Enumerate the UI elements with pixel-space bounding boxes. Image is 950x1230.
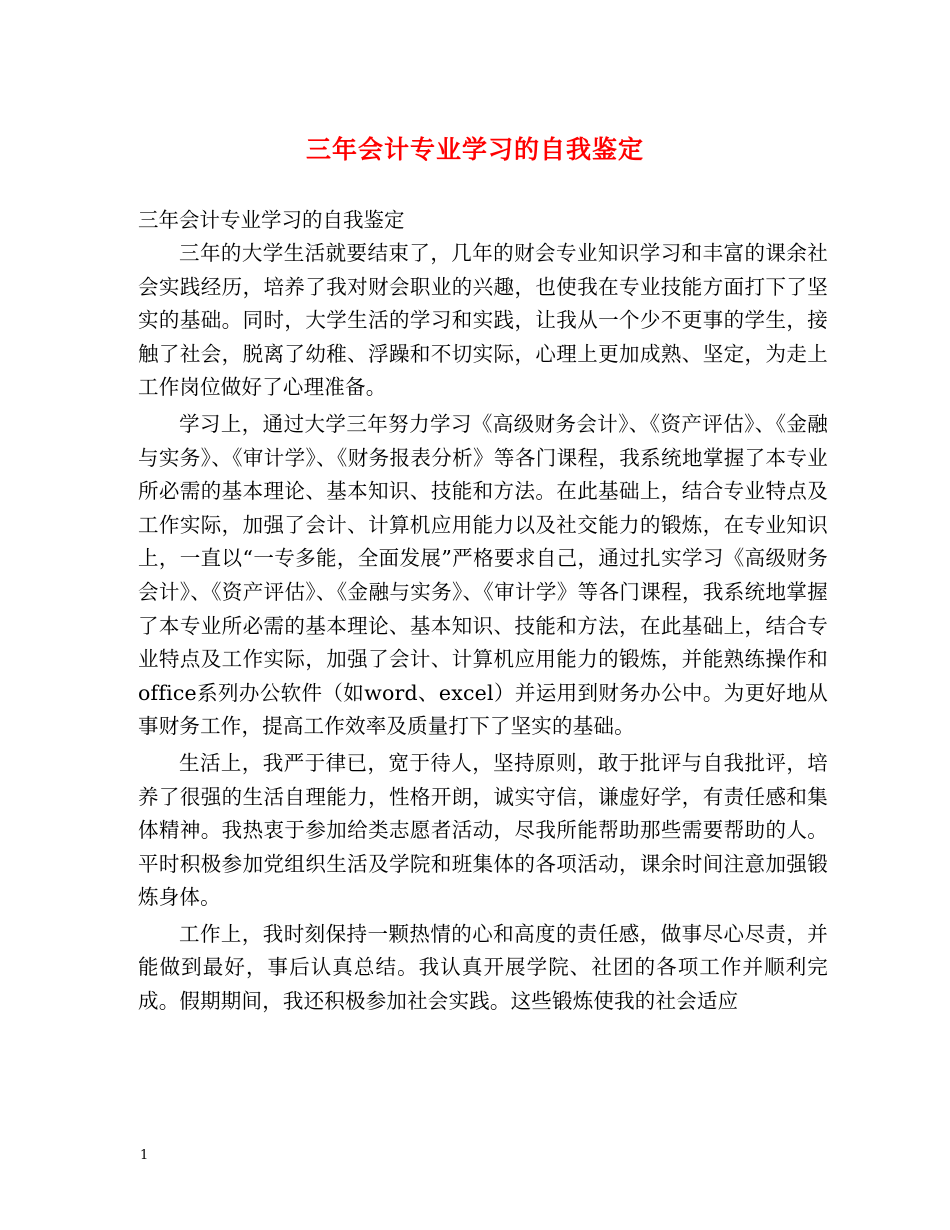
paragraph-life: 生活上，我严于律已，宽于待人，坚持原则，敢于批评与自我批评，培养了很强的生活自理能力，性格开朗，诚实守信，谦虚好学，有责任感和集体精神。我热衷于参加给类志愿者活动，尽我所能帮助那些需要帮助的人。平时积极参加党组织生活及学院和班集体的各项活动，课余时间注意加强锻炼身体。 xyxy=(138,750,828,910)
document-subtitle: 三年会计专业学习的自我鉴定 xyxy=(138,208,405,232)
document-title: 三年会计专业学习的自我鉴定 xyxy=(305,135,644,164)
paragraph-work: 工作上，我时刻保持一颗热情的心和高度的责任感，做事尽心尽责，并能做到最好，事后认真总结。我认真开展学院、社团的各项工作并顺利完成。假期期间，我还积极参加社会实践。这些锻炼使我的社会适应 xyxy=(138,921,828,1014)
document-body xyxy=(138,204,828,1022)
paragraph-study: 学习上，通过大学三年努力学习《高级财务会计》、《资产评估》、《金融与实务》、《审计学》、《财务报表分析》等各门课程，我系统地掌握了本专业所必需的基本理论、基本知识、技能和方法。在此基础上，结合专业特点及工作实际，加强了会计、计算机应用能力以及社交能力的锻炼，在专业知识上，一直以“一专多能，全面发展”严格要求自己，通过扎实学习《高级财务会计》、《资产评估》、《金融与实务》、《审计学》等各门课程，我系统地掌握了本专业所必需的基本理论、基本知识、技能和方法，在此基础上，结合专业特点及工作实际，加强了会计、计算机应用能力的锻炼，并能熟练操作和office系列办公软件（如word、excel）并运用到财务办公中。为更好地从事财务工作，提高工作效率及质量打下了坚实的基础。 xyxy=(138,411,828,739)
page-number: 1 xyxy=(140,1148,149,1163)
paragraph-intro: 三年的大学生活就要结束了，几年的财会专业知识学习和丰富的课余社会实践经历，培养了我对财会职业的兴趣，也使我在专业技能方面打下了坚实的基础。同时，大学生活的学习和实践，让我从一个少不更事的学生，接触了社会，脱离了幼稚、浮躁和不切实际，心理上更加成熟、坚定，为走上工作岗位做好了心理准备。 xyxy=(138,241,828,400)
